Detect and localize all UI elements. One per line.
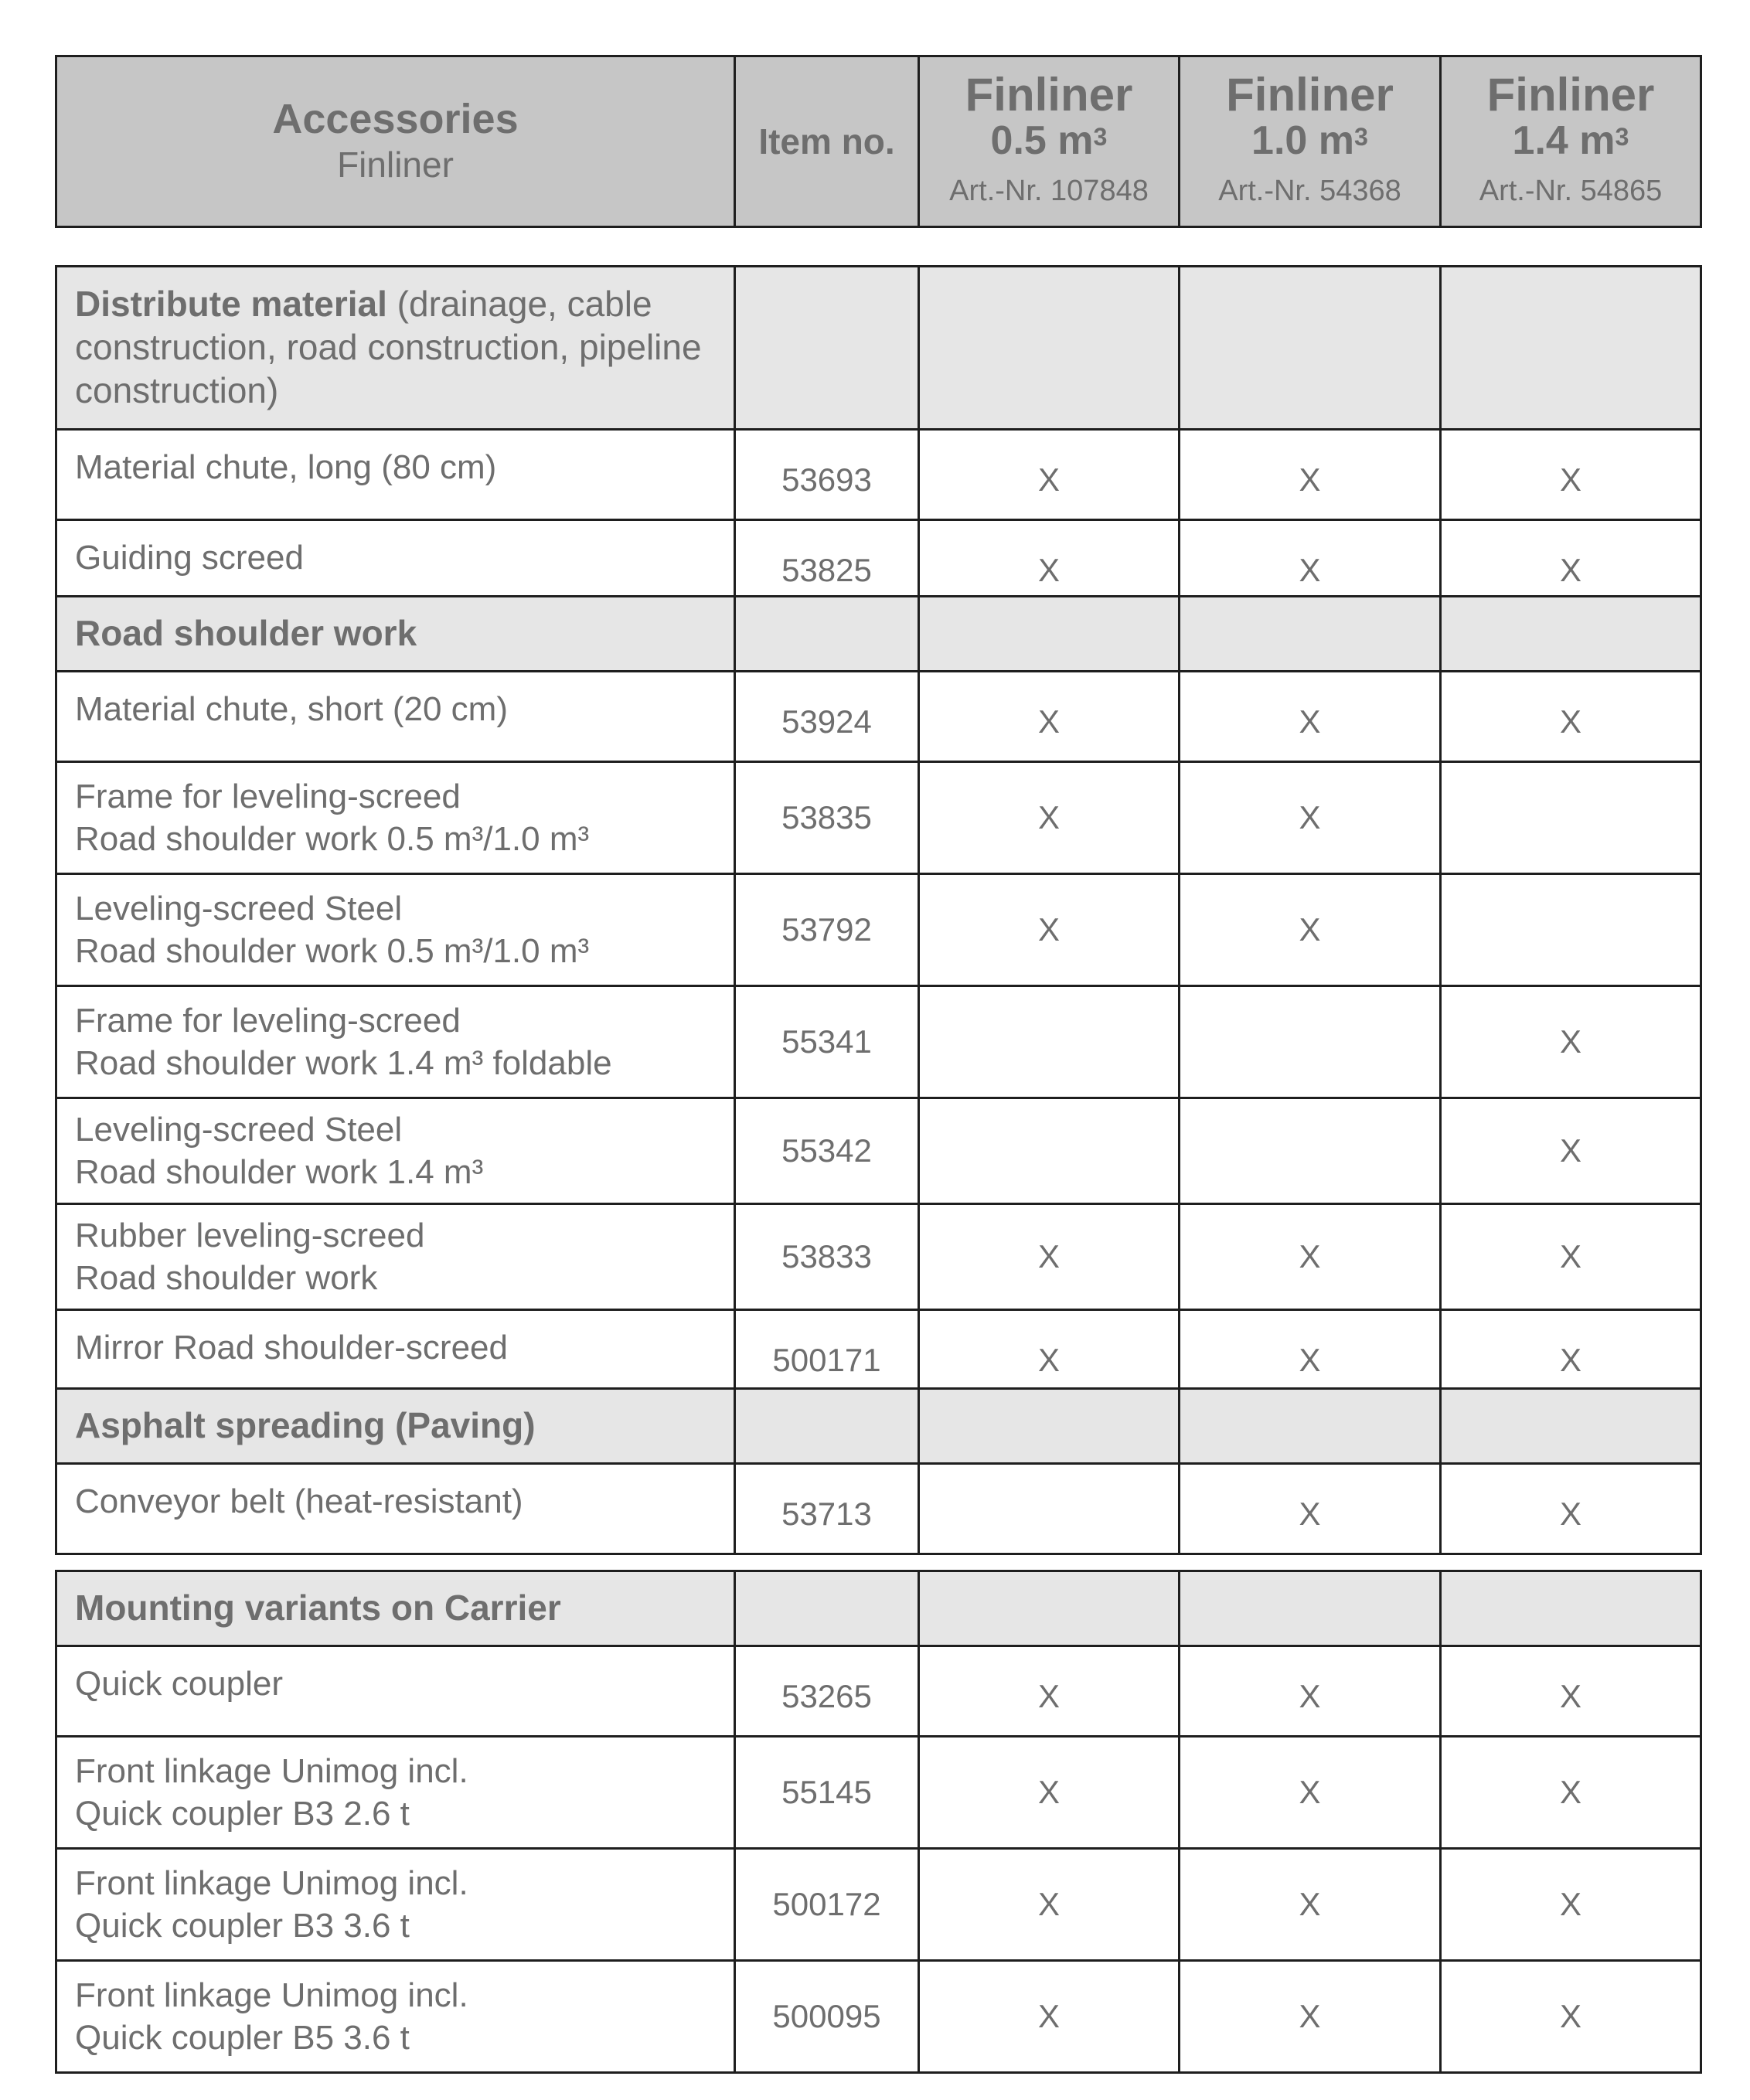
accessory-name-line: Quick coupler B3 3.6 t <box>75 1907 410 1945</box>
section-title: Mounting variants on Carrier <box>75 1588 561 1628</box>
section-title-cell <box>56 597 735 672</box>
accessory-name-cell <box>56 986 735 1098</box>
section-table <box>55 595 1702 1401</box>
variant-volume: 0.5 $m^3$ <box>990 118 1108 164</box>
availability-mark-variant-2: X <box>1441 1464 1701 1554</box>
accessory-name-cell <box>56 1464 735 1554</box>
accessory-name-cell <box>56 874 735 986</box>
availability-mark-variant-2 <box>1441 874 1701 986</box>
accessory-name-cell <box>56 1737 735 1849</box>
item-number-cell: 500171 <box>735 1310 919 1401</box>
section-empty-cell <box>1180 1389 1441 1464</box>
availability-mark-variant-0: X <box>919 1310 1180 1401</box>
item-number-cell: 53833 <box>735 1204 919 1310</box>
variant-art-nr: Art.-Nr. 54368 <box>1218 175 1401 208</box>
section-note: (drainage, cable construction, road construction, pipeline construction) <box>75 284 702 410</box>
accessory-name-line: Leveling-screed Steel <box>75 1111 403 1149</box>
section-empty-cell <box>1180 597 1441 672</box>
section-title-cell <box>56 1571 735 1646</box>
availability-mark-variant-0: X <box>919 672 1180 762</box>
section-table <box>55 1570 1702 2074</box>
header-variant-1-cell <box>1180 56 1441 227</box>
accessory-name-cell <box>56 1961 735 2073</box>
table-row <box>56 1646 1701 1737</box>
table-row <box>56 430 1701 520</box>
header-accessories-cell <box>56 56 735 227</box>
availability-mark-variant-2: X <box>1441 430 1701 520</box>
availability-mark-variant-2: X <box>1441 1849 1701 1961</box>
item-number-cell: 53825 <box>735 520 919 611</box>
table-row <box>56 762 1701 874</box>
accessory-name-cell <box>56 1646 735 1737</box>
accessory-name-cell <box>56 1849 735 1961</box>
availability-mark-variant-0 <box>919 1464 1180 1554</box>
section-empty-cell <box>919 267 1180 430</box>
section-empty-cell <box>735 597 919 672</box>
table-row <box>56 1737 1701 1849</box>
availability-mark-variant-1: X <box>1180 520 1441 611</box>
availability-mark-variant-0: X <box>919 874 1180 986</box>
table-row <box>56 1204 1701 1310</box>
availability-mark-variant-1: X <box>1180 1737 1441 1849</box>
accessory-name-line: Frame for leveling-screed <box>75 1002 461 1040</box>
variant-art-nr: Art.-Nr. 54865 <box>1479 175 1663 208</box>
availability-mark-variant-0: X <box>919 1737 1180 1849</box>
table-row <box>56 1310 1701 1401</box>
variant-volume: 1.4 $m^3$ <box>1512 118 1629 164</box>
variant-name: Finliner <box>1226 69 1394 121</box>
accessory-name-cell <box>56 1098 735 1204</box>
section-header-row <box>56 1571 1701 1646</box>
table-row <box>56 672 1701 762</box>
table-row <box>56 986 1701 1098</box>
availability-mark-variant-2: X <box>1441 1098 1701 1204</box>
accessory-name-line: Quick coupler B3 2.6 t <box>75 1795 410 1833</box>
section-title-cell <box>56 1389 735 1464</box>
item-number-cell: 53924 <box>735 672 919 762</box>
availability-mark-variant-2: X <box>1441 520 1701 611</box>
availability-mark-variant-0: X <box>919 430 1180 520</box>
availability-mark-variant-0 <box>919 1098 1180 1204</box>
section-empty-cell <box>1441 1571 1701 1646</box>
availability-mark-variant-2: X <box>1441 1204 1701 1310</box>
availability-mark-variant-2: X <box>1441 672 1701 762</box>
availability-mark-variant-1: X <box>1180 1464 1441 1554</box>
availability-mark-variant-2: X <box>1441 1646 1701 1737</box>
accessory-name-line: Quick coupler <box>75 1665 284 1703</box>
item-number-cell: 500095 <box>735 1961 919 2073</box>
variant-volume: 1.0 $m^3$ <box>1251 118 1368 164</box>
availability-mark-variant-1: X <box>1180 1310 1441 1401</box>
item-number-cell: 500172 <box>735 1849 919 1961</box>
accessory-name-line: Conveyor belt (heat-resistant) <box>75 1482 523 1520</box>
header-table <box>55 55 1702 228</box>
section-empty-cell <box>1180 1571 1441 1646</box>
section-empty-cell <box>1180 267 1441 430</box>
section-title: Road shoulder work <box>75 613 417 653</box>
availability-mark-variant-1: X <box>1180 874 1441 986</box>
availability-mark-variant-0: X <box>919 1204 1180 1310</box>
item-number-cell: 55341 <box>735 986 919 1098</box>
table-row <box>56 1464 1701 1554</box>
section-title-cell <box>56 267 735 430</box>
accessory-name-line: Front linkage Unimog incl. <box>75 1864 468 1902</box>
availability-mark-variant-2 <box>1441 762 1701 874</box>
accessory-name-cell <box>56 1310 735 1401</box>
availability-mark-variant-2: X <box>1441 1737 1701 1849</box>
section-header-row <box>56 267 1701 430</box>
section-header-row <box>56 597 1701 672</box>
accessory-name-line: Leveling-screed Steel <box>75 890 403 927</box>
accessory-name-cell <box>56 430 735 520</box>
accessory-name-line: Guiding screed <box>75 539 304 577</box>
availability-mark-variant-1: X <box>1180 762 1441 874</box>
section-table <box>55 265 1702 611</box>
accessory-name-cell <box>56 762 735 874</box>
section-empty-cell <box>735 1389 919 1464</box>
availability-mark-variant-0: X <box>919 520 1180 611</box>
accessory-name-line: Quick coupler B5 3.6 t <box>75 2019 410 2057</box>
table-row <box>56 1849 1701 1961</box>
section-empty-cell <box>735 267 919 430</box>
availability-mark-variant-0: X <box>919 1961 1180 2073</box>
availability-mark-variant-0: X <box>919 1849 1180 1961</box>
availability-mark-variant-0 <box>919 986 1180 1098</box>
section-empty-cell <box>735 1571 919 1646</box>
section-header-row <box>56 1389 1701 1464</box>
accessory-name-line: Road shoulder work 1.4 m³ foldable <box>75 1044 612 1082</box>
accessory-name-line: Frame for leveling-screed <box>75 778 461 815</box>
accessory-name-cell <box>56 672 735 762</box>
section-title: Distribute material <box>75 284 387 324</box>
section-title: Asphalt spreading (Paving) <box>75 1405 536 1445</box>
item-number-cell: 53713 <box>735 1464 919 1554</box>
accessory-name-line: Front linkage Unimog incl. <box>75 1976 468 2014</box>
item-number-cell: 53693 <box>735 430 919 520</box>
variant-name: Finliner <box>965 69 1133 121</box>
section-empty-cell <box>919 1571 1180 1646</box>
variant-name: Finliner <box>1486 69 1655 121</box>
availability-mark-variant-2: X <box>1441 986 1701 1098</box>
accessories-title: Accessories <box>272 96 519 143</box>
section-empty-cell <box>1441 1389 1701 1464</box>
accessory-name-line: Road shoulder work 0.5 m³/1.0 m³ <box>75 932 590 970</box>
header-variant-2-cell <box>1441 56 1701 227</box>
section-empty-cell <box>1441 267 1701 430</box>
accessory-name-line: Material chute, short (20 cm) <box>75 690 508 728</box>
availability-mark-variant-0: X <box>919 762 1180 874</box>
availability-mark-variant-1: X <box>1180 430 1441 520</box>
item-number-cell: 55145 <box>735 1737 919 1849</box>
availability-mark-variant-1: X <box>1180 1646 1441 1737</box>
accessory-name-line: Rubber leveling-screed <box>75 1217 425 1254</box>
header-variant-0-cell <box>919 56 1180 227</box>
table-row <box>56 874 1701 986</box>
header-item-no-cell <box>735 56 919 227</box>
section-table <box>55 1387 1702 1555</box>
availability-mark-variant-1: X <box>1180 1961 1441 2073</box>
availability-mark-variant-1 <box>1180 1098 1441 1204</box>
item-number-cell: 55342 <box>735 1098 919 1204</box>
accessory-name-line: Front linkage Unimog incl. <box>75 1752 468 1790</box>
section-empty-cell <box>919 1389 1180 1464</box>
accessory-name-line: Material chute, long (80 cm) <box>75 448 497 486</box>
availability-mark-variant-1: X <box>1180 1849 1441 1961</box>
availability-mark-variant-1: X <box>1180 1204 1441 1310</box>
section-empty-cell <box>919 597 1180 672</box>
item-number-cell: 53792 <box>735 874 919 986</box>
accessory-name-line: Mirror Road shoulder-screed <box>75 1329 508 1367</box>
accessory-name-cell <box>56 1204 735 1310</box>
availability-mark-variant-1: X <box>1180 672 1441 762</box>
accessory-name-line: Road shoulder work 0.5 m³/1.0 m³ <box>75 820 590 858</box>
item-number-cell: 53835 <box>735 762 919 874</box>
header-row <box>56 56 1701 227</box>
accessory-name-line: Road shoulder work <box>75 1259 378 1297</box>
accessory-name-line: Road shoulder work 1.4 m³ <box>75 1153 484 1191</box>
variant-art-nr: Art.-Nr. 107848 <box>949 175 1149 208</box>
availability-mark-variant-0: X <box>919 1646 1180 1737</box>
accessories-subtitle: Finliner <box>337 144 454 185</box>
section-empty-cell <box>1441 597 1701 672</box>
availability-mark-variant-1 <box>1180 986 1441 1098</box>
table-row <box>56 1961 1701 2073</box>
item-no-label: Item no. <box>758 121 895 162</box>
item-number-cell: 53265 <box>735 1646 919 1737</box>
availability-mark-variant-2: X <box>1441 1310 1701 1401</box>
availability-mark-variant-2: X <box>1441 1961 1701 2073</box>
table-row <box>56 1098 1701 1204</box>
